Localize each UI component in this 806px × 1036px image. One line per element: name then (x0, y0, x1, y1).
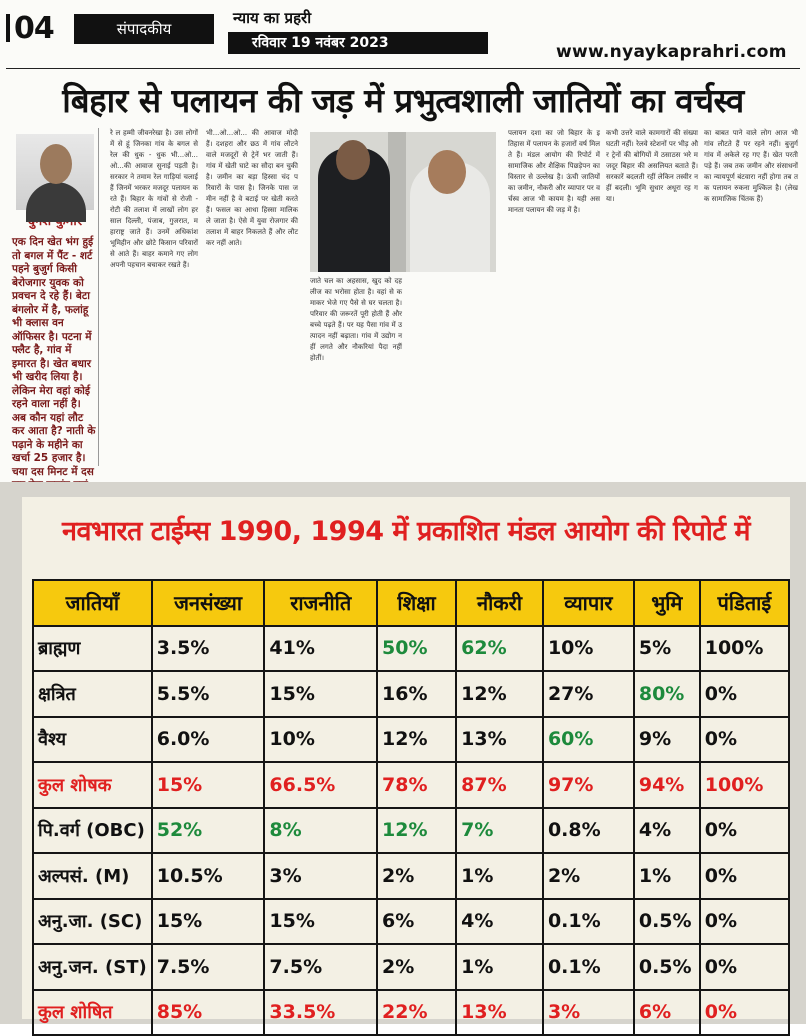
value-cell: 87% (456, 762, 543, 808)
value-cell: 0.1% (543, 899, 634, 945)
table-row (33, 671, 789, 717)
value-cell: 12% (456, 671, 543, 717)
value-cell: 0% (700, 671, 789, 717)
caste-cell: अनु.जन. (ST) (33, 944, 152, 990)
table-row (33, 990, 789, 1036)
value-cell: 33.5% (264, 990, 377, 1036)
value-cell: 2% (377, 944, 456, 990)
value-cell: 0% (700, 808, 789, 854)
press-photo (310, 132, 496, 272)
value-cell: 5% (634, 626, 700, 672)
value-cell: 41% (264, 626, 377, 672)
value-cell: 10% (543, 626, 634, 672)
value-cell: 12% (377, 808, 456, 854)
value-cell: 52% (152, 808, 265, 854)
newspaper-name: न्याय का प्रहरी (233, 9, 312, 27)
mandal-poster (22, 497, 790, 1024)
value-cell: 0.5% (634, 944, 700, 990)
value-cell: 15% (264, 671, 377, 717)
value-cell: 3% (264, 853, 377, 899)
table-row (33, 762, 789, 808)
value-cell: 27% (543, 671, 634, 717)
value-cell: 13% (456, 717, 543, 763)
article-column-5: कभी उत्तरे वाले कामगारों की संख्या घटती नहीं। रेलवे स्टेशनों पर भीड़ और ट्रेनों की बोगियों में ठसाठस भरे मजदूर बिहार की असलियत बताते हैं। सरकारें बदलती रहीं लेकिन तस्वीर नहीं बदली। भूमि सुधार अधूरा रह गया। (606, 129, 698, 203)
value-cell: 100% (700, 626, 789, 672)
caste-cell: अनु.जा. (SC) (33, 899, 152, 945)
page-number: 04 (6, 14, 54, 44)
value-cell: 97% (543, 762, 634, 808)
value-cell: 7.5% (264, 944, 377, 990)
value-cell: 15% (264, 899, 377, 945)
col-header: पंडिताई (700, 580, 789, 626)
value-cell: 94% (634, 762, 700, 808)
section-label: संपादकीय (74, 14, 214, 44)
value-cell: 66.5% (264, 762, 377, 808)
article-column-1: रे ल हम्मी जीवनरेखा है। उस लोगों में से हूं जिनका गांव के बगल से रेल की धुक - धुक भी...ओ...ओ...की आवाज सुनाई पड़ती है। सरकार ने तमाम रेल गाड़ियां चलाई हैं जिनमें भरकर मजदूर पलायन करते हैं। बिहार के गांवों से रोजी - रोटी की तलाश में लाखों लोग हर साल दिल्ली, पंजाब, गुजरात, महाराष्ट्र जाते हैं। उनमें अधिकांश भूमिहीन और छोटे किसान परिवारों से आते हैं। बाहर कमाने गए लोग अपनी पहचान बचाकर रखते हैं। (110, 129, 198, 269)
value-cell: 0% (700, 899, 789, 945)
author-box (12, 128, 99, 478)
value-cell: 1% (456, 944, 543, 990)
value-cell: 4% (456, 899, 543, 945)
dateline: रविवार 19 नवंबर 2023 (228, 32, 488, 54)
value-cell: 0.5% (634, 899, 700, 945)
headline: बिहार से पलायन की जड़ में प्रभुत्वशाली जातियों का वर्चस्व (62, 81, 744, 120)
value-cell: 6.0% (152, 717, 265, 763)
caste-cell: ब्राह्मण (33, 626, 152, 672)
value-cell: 85% (152, 990, 265, 1036)
value-cell: 0% (700, 944, 789, 990)
col-header: राजनीति (264, 580, 377, 626)
value-cell: 6% (377, 899, 456, 945)
value-cell: 50% (377, 626, 456, 672)
poster-title: नवभारत टाईम्स 1990, 1994 में प्रकाशित मंडल आयोग की रिपोर्ट में (61, 516, 750, 547)
value-cell: 2% (543, 853, 634, 899)
col-header: जातियाँ (33, 580, 152, 626)
pull-quote: एक दिन खेत भंग हुई तो बगल में पैंट - शर्ट पहने बुजुर्ग किसी बेरोजगार युवक को प्रवचन दे रहे हैं। बेटा बंगलोर में है, फलांहू भी क्लास वन ऑफिसर है। पटना में फ्लैट है, गांव में इमारत है। खेत बधार भी खरीद लिया है। लेकिन मेरा वहां कोई रहने वाला नहीं है। अब कौन यहां लौट कर आता है? नाती के पढ़ाने के महीने का खर्चा 25 हजार है। चया दस मिनट में दस (12, 236, 96, 478)
value-cell: 1% (634, 853, 700, 899)
article-column-2: भी...ओ...ओ... की आवाज मोदी हैं। दशहरा और छठ में गांव लौटने वाले मजदूरों से ट्रेनें भर जाती हैं। गांव में खेती घाटे का सौदा बन चुकी है। जमीन का बड़ा हिस्सा चंद परिवारों के पास है। जिनके पास जमीन नहीं है वे बटाई पर खेती करते हैं। फसल का आधा हिस्सा मालिक ले जाता है। ऐसे में युवा रोजगार की तलाश में बाहर निकलते हैं और लौट कर नहीं आते। (206, 129, 298, 247)
value-cell: 0% (700, 990, 789, 1036)
value-cell: 7.5% (152, 944, 265, 990)
value-cell: 12% (377, 717, 456, 763)
masthead-rule (6, 68, 800, 69)
table-row (33, 899, 789, 945)
value-cell: 0% (700, 853, 789, 899)
value-cell: 9% (634, 717, 700, 763)
value-cell: 60% (543, 717, 634, 763)
newspaper-clipping (0, 0, 806, 482)
value-cell: 15% (152, 899, 265, 945)
value-cell: 0.1% (543, 944, 634, 990)
value-cell: 7% (456, 808, 543, 854)
article-column-3: जाते चल का अहसास, खुद को दहलीज का भरोसा होता है। वहां से कमाकर भेजे गए पैसे से घर चलता है। परिवार की जरूरतें पूरी होती हैं और बच्चे पढ़ते हैं। पर यह पैसा गांव में उत्पादन नहीं बढ़ाता। गांव में उद्योग नहीं लगते और नौकरियां पैदा नहीं होतीं। (310, 277, 402, 362)
value-cell: 22% (377, 990, 456, 1036)
col-header: भुमि (634, 580, 700, 626)
value-cell: 15% (152, 762, 265, 808)
caste-cell: कुल शोषित (33, 990, 152, 1036)
col-header: व्यापार (543, 580, 634, 626)
table-header-row (33, 580, 789, 626)
caste-cell: पि.वर्ग (OBC) (33, 808, 152, 854)
value-cell: 100% (700, 762, 789, 808)
article-column-6: का बाबत पाने वाले लोग आज भी गांव लौटते हैं पर रहने नहीं। बुजुर्ग गांव में अकेले रह गए हैं। खेत परती पड़े हैं। जब तक जमीन और संसाधनों का न्यायपूर्ण बंटवारा नहीं होगा तब तक पलायन रुकना मुश्किल है। (लेखक सामाजिक चिंतक हैं) (704, 129, 798, 203)
value-cell: 5.5% (152, 671, 265, 717)
value-cell: 3.5% (152, 626, 265, 672)
caste-cell: अल्पसं. (M) (33, 853, 152, 899)
mandal-table (32, 579, 790, 1036)
value-cell: 0.8% (543, 808, 634, 854)
table-row (33, 717, 789, 763)
caste-cell: कुल शोषक (33, 762, 152, 808)
value-cell: 78% (377, 762, 456, 808)
caste-cell: वैश्य (33, 717, 152, 763)
value-cell: 3% (543, 990, 634, 1036)
value-cell: 8% (264, 808, 377, 854)
caste-cell: क्षत्रित (33, 671, 152, 717)
value-cell: 80% (634, 671, 700, 717)
col-header: जनसंख्या (152, 580, 265, 626)
value-cell: 62% (456, 626, 543, 672)
value-cell: 13% (456, 990, 543, 1036)
value-cell: 1% (456, 853, 543, 899)
table-row (33, 626, 789, 672)
table-row (33, 808, 789, 854)
col-header: शिक्षा (377, 580, 456, 626)
value-cell: 2% (377, 853, 456, 899)
value-cell: 6% (634, 990, 700, 1036)
value-cell: 10% (264, 717, 377, 763)
col-header: नौकरी (456, 580, 543, 626)
value-cell: 16% (377, 671, 456, 717)
website-url: www.nyaykaprahri.com (556, 42, 787, 62)
value-cell: 0% (700, 717, 789, 763)
value-cell: 10.5% (152, 853, 265, 899)
table-row (33, 853, 789, 899)
value-cell: 4% (634, 808, 700, 854)
article-column-4: पलायन दशा का जो बिहार के इतिहास में पलायन के हजारों वर्ष मिलते हैं। मंडल आयोग की रिपोर्ट में सामाजिक और शैक्षिक पिछड़ेपन का विस्तार से उल्लेख है। ऊंची जातियों का जमीन, नौकरी और व्यापार पर वर्चस्व आज भी कायम है। यही असमानता पलायन की जड़ में है। (508, 129, 600, 214)
table-row (33, 944, 789, 990)
author-photo (16, 134, 94, 210)
